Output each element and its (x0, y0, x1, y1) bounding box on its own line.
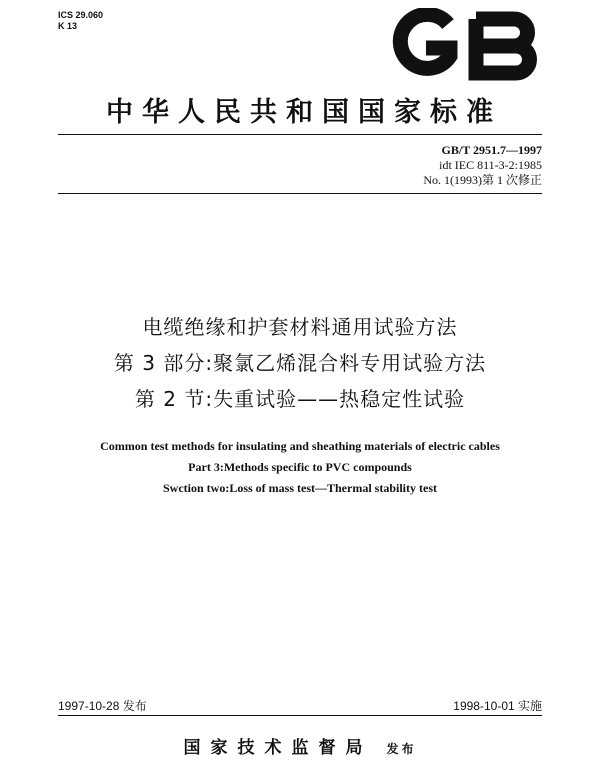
amendment-note: No. 1(1993)第 1 次修正 (423, 173, 542, 187)
issue-label: 发布 (386, 742, 417, 756)
gb-standard-number: GB/T 2951.7—1997 (441, 143, 542, 157)
english-title (0, 436, 600, 499)
gb-logo (378, 8, 550, 84)
chinese-title-line-1: 电缆绝缘和护套材料通用试验方法 (142, 315, 458, 339)
ics-code: ICS 29.060 (58, 10, 104, 20)
chinese-title (0, 309, 600, 417)
idt-reference: idt IEC 811-3-2:1985 (439, 158, 542, 172)
gb-logo-text: GB (378, 8, 380, 9)
k-code: K 13 (58, 21, 78, 31)
footer-divider (58, 715, 542, 716)
codes-divider (58, 193, 542, 194)
issue-date: 1997-10-28 发布 (58, 699, 147, 713)
gb-logo-graphic (378, 8, 550, 84)
english-title-line-2: Part 3:Methods specific to PVC compounds (188, 460, 412, 474)
header-divider (58, 134, 542, 135)
standard-codes (423, 143, 542, 188)
chinese-title-line-3: 第 2 节:失重试验——热稳定性试验 (134, 387, 466, 411)
english-title-line-3: Swction two:Loss of mass test—Thermal stability test (163, 481, 437, 495)
classification-codes (58, 10, 103, 32)
issuer-line (0, 733, 600, 758)
implementation-date: 1998-10-01 实施 (453, 699, 542, 713)
issuing-authority: 国家技术监督局 (183, 738, 373, 758)
chinese-title-line-2: 第 3 部分:聚氯乙烯混合料专用试验方法 (113, 351, 487, 375)
national-standard-title: 中华人民共和国国家标准 (106, 97, 502, 128)
english-title-line-1: Common test methods for insulating and sheathing materials of electric cables (100, 439, 500, 453)
